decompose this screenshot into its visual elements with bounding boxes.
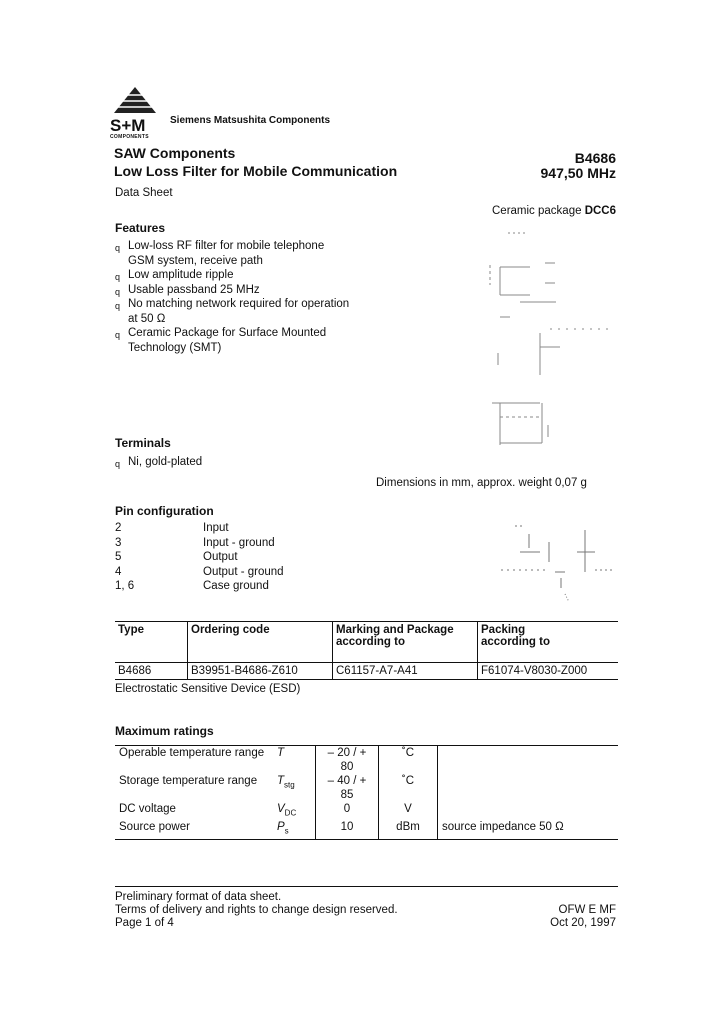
table-row xyxy=(115,663,618,680)
footer-rule xyxy=(115,886,618,887)
feature-text-cont: GSM system, receive path xyxy=(128,254,263,267)
rating-param: Source power xyxy=(119,821,190,834)
footer-line2: Terms of delivery and rights to change design reserved. xyxy=(115,904,398,916)
package-label-code: DCC6 xyxy=(584,205,616,217)
frequency: 947,50 MHz xyxy=(540,165,616,181)
rating-value: 0 xyxy=(316,802,379,820)
max-ratings-table xyxy=(115,745,618,840)
rating-unit: ˚C xyxy=(379,774,438,802)
table-header-row xyxy=(115,622,618,663)
feature-text-cont: Technology (SMT) xyxy=(128,341,222,354)
rating-note: source impedance 50 Ω xyxy=(438,820,619,839)
logo-text: S+M xyxy=(110,116,146,135)
table-header-code: Ordering code xyxy=(188,622,333,663)
list-item xyxy=(115,297,375,326)
rating-unit: V xyxy=(379,802,438,820)
pin-number: 4 xyxy=(115,566,122,578)
bullet-icon: q xyxy=(115,459,121,469)
package-label xyxy=(492,205,616,217)
pin-schematic xyxy=(495,522,620,607)
footer-date: Oct 20, 1997 xyxy=(550,917,616,929)
table-row xyxy=(115,746,618,775)
terminals-heading: Terminals xyxy=(115,436,171,450)
table-header-packing: Packing according to xyxy=(478,622,619,663)
feature-text: No matching network required for operation xyxy=(128,298,350,310)
rating-note xyxy=(438,774,619,802)
rating-param: DC voltage xyxy=(119,803,176,815)
bullet-icon: q xyxy=(115,301,121,311)
package-drawing xyxy=(470,225,610,455)
rating-note xyxy=(438,746,619,775)
dimensions-note: Dimensions in mm, approx. weight 0,07 g xyxy=(376,477,587,489)
rating-param: Operable temperature range xyxy=(119,747,265,759)
footer-code: OFW E MF xyxy=(558,904,616,916)
rating-note xyxy=(438,802,619,820)
pin-number: 3 xyxy=(115,537,122,549)
rating-symbol: T xyxy=(277,747,285,759)
pin-number: 1, 6 xyxy=(115,580,135,592)
table-cell-type: B4686 xyxy=(118,665,152,677)
rating-symbol: $P_s$ xyxy=(277,821,289,836)
features-list xyxy=(115,239,375,355)
rating-unit: dBm xyxy=(379,820,438,839)
pin-number: 5 xyxy=(115,551,122,563)
terminal-text: Ni, gold-plated xyxy=(128,456,203,468)
table-header-type: Type xyxy=(118,624,144,636)
pin-function: Input - ground xyxy=(203,537,275,549)
max-ratings-heading: Maximum ratings xyxy=(115,724,214,738)
part-number: B4686 xyxy=(574,150,616,166)
pin-function: Output - ground xyxy=(203,566,284,578)
feature-text: Ceramic Package for Surface Mounted xyxy=(128,327,327,339)
logo-subtext: COMPONENTS xyxy=(110,134,149,140)
feature-text: Low-loss RF filter for mobile telephone xyxy=(128,240,325,252)
table-cell-packing: F61074-V8030-Z000 xyxy=(478,663,619,680)
rating-symbol: $V_{DC}$ xyxy=(277,803,297,818)
document-subtitle: Data Sheet xyxy=(115,187,173,199)
bullet-icon: q xyxy=(115,330,121,340)
company-logo xyxy=(110,85,160,140)
table-row xyxy=(115,774,618,802)
table-row xyxy=(115,802,618,820)
ordering-table xyxy=(115,621,618,680)
table-header-marking: Marking and Package according to xyxy=(333,622,478,663)
rating-value: – 20 / + 80 xyxy=(316,746,379,775)
feature-text: Low amplitude ripple xyxy=(128,269,234,281)
list-item xyxy=(115,239,375,268)
footer-line1: Preliminary format of data sheet. xyxy=(115,891,282,903)
list-item xyxy=(115,283,375,298)
list-item xyxy=(115,455,375,470)
footer-page: Page 1 of 4 xyxy=(115,917,174,929)
bullet-icon: q xyxy=(115,243,121,253)
rating-symbol: $T_{stg}$ xyxy=(277,775,295,790)
rating-unit: ˚C xyxy=(379,746,438,775)
bullet-icon: q xyxy=(115,286,121,297)
pin-config-heading: Pin configuration xyxy=(115,504,214,518)
list-item xyxy=(115,326,375,355)
page-title-line1: SAW Components xyxy=(114,145,236,161)
pin-number: 2 xyxy=(115,522,122,534)
rating-value: 10 xyxy=(316,820,379,839)
terminals-list xyxy=(115,455,375,470)
rating-param: Storage temperature range xyxy=(119,775,258,787)
company-name: Siemens Matsushita Components xyxy=(170,115,331,126)
list-item xyxy=(115,268,375,283)
pin-function: Case ground xyxy=(203,580,269,592)
esd-note: Electrostatic Sensitive Device (ESD) xyxy=(115,683,301,695)
table-cell-marking: C61157-A7-A41 xyxy=(333,663,478,680)
feature-text-cont: at 50 Ω xyxy=(128,312,166,325)
pin-function: Output xyxy=(203,551,238,563)
page-title-line2: Low Loss Filter for Mobile Communication xyxy=(114,163,398,179)
package-label-prefix: Ceramic package xyxy=(492,205,585,217)
feature-text: Usable passband 25 MHz xyxy=(128,283,260,296)
pin-function: Input xyxy=(203,522,229,534)
table-row xyxy=(115,820,618,839)
table-cell-code: B39951-B4686-Z610 xyxy=(188,663,333,680)
bullet-icon: q xyxy=(115,272,121,282)
logo-triangle-icon xyxy=(110,85,160,115)
features-heading: Features xyxy=(115,221,166,235)
rating-value: – 40 / + 85 xyxy=(316,774,379,802)
